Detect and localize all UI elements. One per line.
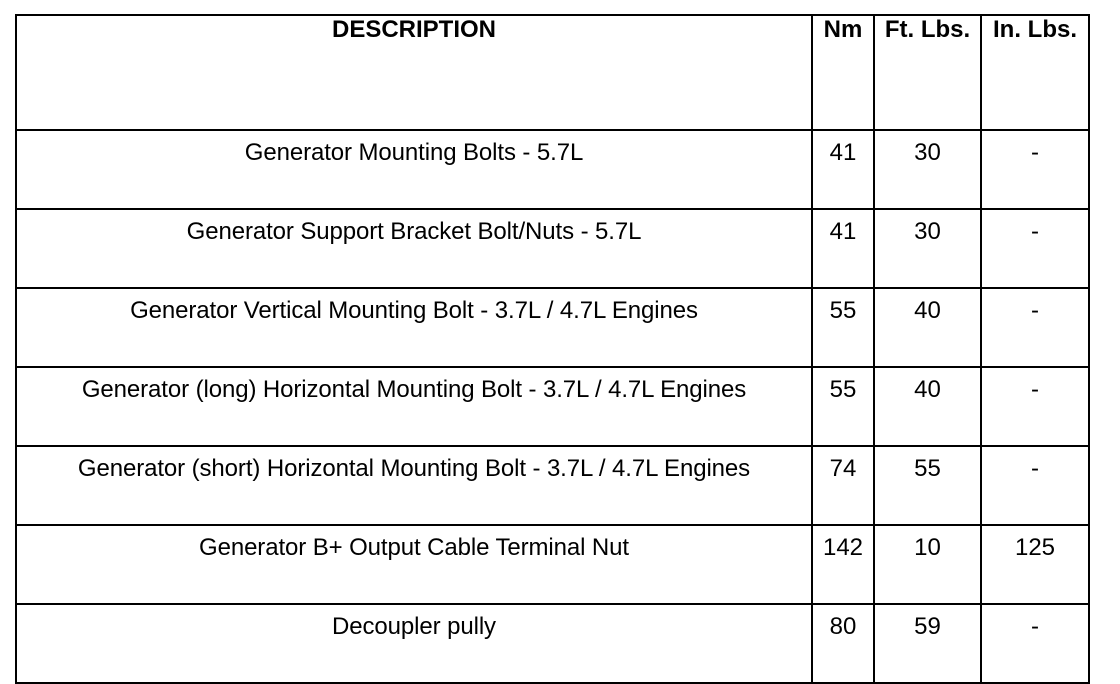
row-description: Generator Vertical Mounting Bolt - 3.7L / 4.7L Engines: [16, 288, 812, 367]
row-in-lbs: -: [981, 604, 1089, 683]
table-row: [16, 525, 1089, 604]
row-ft-lbs: 55: [874, 446, 981, 525]
table-row: [16, 130, 1089, 209]
header-ft-lbs: Ft. Lbs.: [874, 15, 981, 130]
row-description: Generator Support Bracket Bolt/Nuts - 5.7L: [16, 209, 812, 288]
row-in-lbs: -: [981, 288, 1089, 367]
row-ft-lbs: 10: [874, 525, 981, 604]
torque-specification-table: [15, 14, 1090, 684]
header-row: [16, 15, 1089, 130]
row-ft-lbs: 40: [874, 288, 981, 367]
table-row: [16, 367, 1089, 446]
row-nm: 74: [812, 446, 874, 525]
row-in-lbs: 125: [981, 525, 1089, 604]
row-in-lbs: -: [981, 367, 1089, 446]
row-in-lbs: -: [981, 446, 1089, 525]
row-description: Generator (long) Horizontal Mounting Bolt - 3.7L / 4.7L Engines: [16, 367, 812, 446]
table-row: [16, 446, 1089, 525]
header-in-lbs: In. Lbs.: [981, 15, 1089, 130]
row-nm: 41: [812, 209, 874, 288]
row-ft-lbs: 30: [874, 130, 981, 209]
row-description: Generator (short) Horizontal Mounting Bolt - 3.7L / 4.7L Engines: [16, 446, 812, 525]
row-description: Generator Mounting Bolts - 5.7L: [16, 130, 812, 209]
table-row: [16, 288, 1089, 367]
header-description: DESCRIPTION: [16, 15, 812, 130]
row-ft-lbs: 30: [874, 209, 981, 288]
row-nm: 55: [812, 288, 874, 367]
row-description: Generator B+ Output Cable Terminal Nut: [16, 525, 812, 604]
row-nm: 142: [812, 525, 874, 604]
row-description: Decoupler pully: [16, 604, 812, 683]
header-nm: Nm: [812, 15, 874, 130]
row-ft-lbs: 40: [874, 367, 981, 446]
row-nm: 41: [812, 130, 874, 209]
row-in-lbs: -: [981, 130, 1089, 209]
row-nm: 80: [812, 604, 874, 683]
table-row: [16, 209, 1089, 288]
row-in-lbs: -: [981, 209, 1089, 288]
row-nm: 55: [812, 367, 874, 446]
table-row: [16, 604, 1089, 683]
row-ft-lbs: 59: [874, 604, 981, 683]
